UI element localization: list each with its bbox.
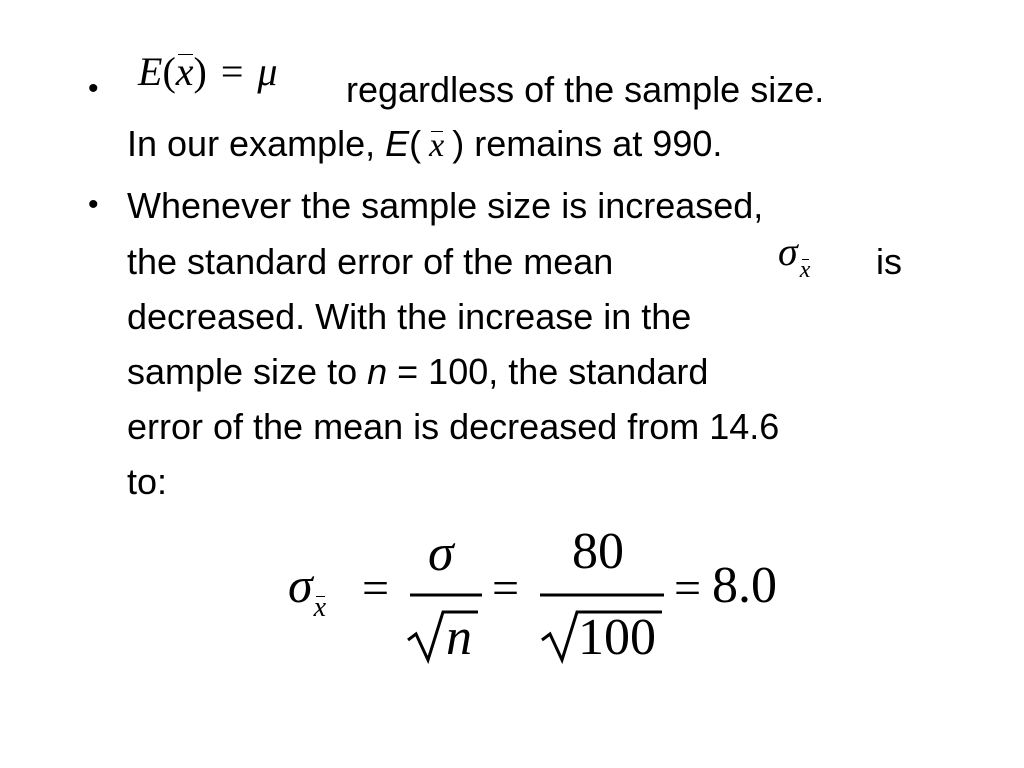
equation-equals-2: =	[492, 562, 520, 615]
formula-x-bar: x	[175, 49, 194, 94]
equation-sigma: σ	[288, 557, 313, 613]
sigma-symbol: σ	[778, 229, 798, 274]
fraction-2-numerator: 80	[572, 523, 624, 580]
equation-equals-3: =	[674, 562, 702, 615]
fraction-1-numerator: σ	[428, 525, 454, 582]
equation-subscript-x-bar: x	[313, 592, 327, 623]
bullet-2-line-3: decreased. With the increase in the	[127, 296, 692, 337]
sigma-subscript-x-bar: x	[799, 257, 811, 283]
bullet-2-line-6: to:	[127, 461, 168, 502]
formula-close-paren: )	[193, 49, 207, 94]
formula-open-paren: (	[162, 49, 176, 94]
bullet-marker-1: •	[88, 72, 99, 105]
equation-equals-1: =	[362, 562, 390, 615]
bullet-1-line-2-x-bar: x	[429, 127, 445, 164]
bullet-1-line-2-prefix: In our example,	[127, 123, 386, 164]
bullet-2-line-4	[127, 351, 709, 392]
equation-sigma-x-bar	[288, 557, 327, 623]
equation-result: 8.0	[712, 557, 777, 614]
bullet-2-line-5: error of the mean is decreased from 14.6	[127, 406, 780, 447]
expected-value-formula	[138, 49, 278, 94]
fraction-2-denominator: 100	[578, 609, 656, 666]
bullet-2-line-4-n: n	[367, 351, 388, 392]
bullet-1-line-2-e: E	[385, 123, 410, 164]
bullet-2-line-1: Whenever the sample size is increased,	[127, 185, 764, 226]
bullet-1-line-2-open-paren: (	[409, 123, 422, 164]
formula-mu: μ	[257, 49, 278, 94]
sigma-x-bar-symbol	[778, 229, 811, 283]
bullet-1-line-2	[127, 123, 723, 164]
fraction-1-denominator: n	[446, 609, 472, 666]
bullet-2-line-4-prefix: sample size to	[127, 351, 368, 392]
sqrt-100-radical-icon	[0, 0, 1, 1]
bullet-marker-2: •	[88, 188, 99, 221]
bullet-2-line-4-suffix: 100, the standard	[428, 351, 709, 392]
bullet-2-line-4-equals: =	[387, 351, 429, 392]
bullet-2-line-2-text: the standard error of the mean	[127, 241, 614, 282]
bullet-2-line-2-is: is	[876, 241, 902, 282]
bullet-1-line-1-text: regardless of the sample size.	[346, 69, 825, 110]
bullet-1-line-2-suffix: ) remains at 990.	[452, 123, 723, 164]
formula-e: E	[138, 49, 163, 94]
formula-equals: =	[220, 49, 244, 94]
